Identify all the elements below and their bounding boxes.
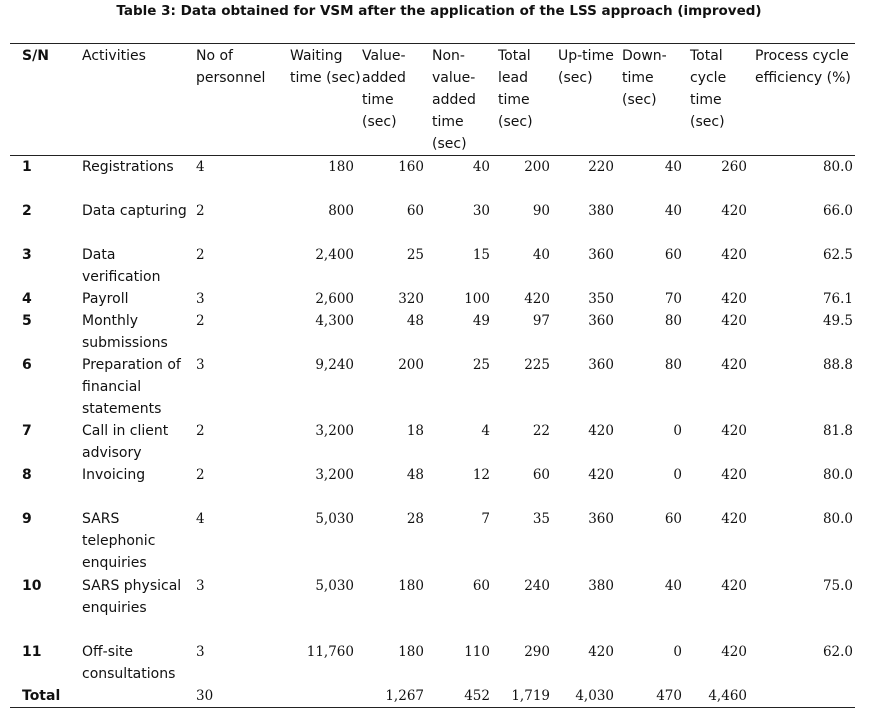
- cell-total-cycle-time: 420: [721, 466, 747, 483]
- table-title: Table 3: Data obtained for VSM after the application of the LSS approach (improved): [116, 3, 762, 19]
- cell-non-value-added-time: 15: [472, 246, 490, 263]
- cell-value-added-time: 48: [406, 312, 424, 329]
- cell-down-time: 40: [664, 159, 682, 175]
- table-row: [10, 200, 855, 244]
- cell-total-lead-time: 240: [524, 577, 550, 594]
- cell-down-time: 0: [673, 643, 682, 660]
- cell-total-lead-time: 35: [532, 510, 550, 527]
- cell-waiting-time: 180: [328, 159, 354, 175]
- cell-activities: Monthly submissions: [82, 312, 168, 351]
- table-row: [10, 244, 855, 288]
- cell-value-added-time: 1,267: [385, 687, 424, 704]
- table-row: [10, 288, 855, 310]
- header-total-cycle-time: Total cycle time (sec): [690, 48, 727, 130]
- cell-total-lead-time: 290: [524, 643, 550, 660]
- cell-sn: 7: [22, 422, 32, 439]
- cell-down-time: 80: [664, 356, 682, 373]
- table-row: [10, 464, 855, 508]
- cell-total-cycle-time: 420: [721, 246, 747, 263]
- header-total-lead-time: Total lead time (sec): [498, 48, 533, 130]
- cell-activities: Call in client advisory: [82, 422, 169, 461]
- cell-process-cycle-efficiency: 62.5: [822, 246, 853, 263]
- cell-personnel: 2: [196, 422, 205, 439]
- cell-waiting-time: 2,600: [315, 290, 354, 307]
- cell-process-cycle-efficiency: 76.1: [822, 290, 853, 307]
- cell-sn: 9: [22, 510, 32, 527]
- cell-down-time: 40: [664, 202, 682, 219]
- cell-total-cycle-time: 420: [721, 577, 747, 594]
- cell-sn: 5: [22, 312, 32, 329]
- cell-personnel: 4: [196, 510, 205, 527]
- table-row: [10, 508, 855, 575]
- cell-waiting-time: 4,300: [315, 312, 354, 329]
- cell-activities: SARS physical enquiries: [82, 577, 182, 616]
- header-value-added-time: Value-added time (sec): [362, 48, 406, 130]
- cell-sn: 10: [22, 577, 42, 594]
- header-down-time: Down-time (sec): [622, 48, 667, 108]
- cell-total-cycle-time: 420: [721, 422, 747, 439]
- header-waiting-time: Waiting time (sec): [290, 48, 361, 86]
- header-sn: S/N: [22, 48, 49, 64]
- cell-non-value-added-time: 4: [481, 422, 490, 439]
- cell-sn: 6: [22, 356, 32, 373]
- cell-waiting-time: 5,030: [315, 510, 354, 527]
- cell-personnel: 2: [196, 202, 205, 219]
- cell-activities: Off-site consultations: [82, 643, 176, 682]
- cell-sn: Total: [22, 687, 61, 704]
- cell-sn: 11: [22, 643, 42, 660]
- cell-up-time: 420: [588, 643, 614, 660]
- cell-personnel: 2: [196, 246, 205, 263]
- table-row: [10, 156, 855, 200]
- table-row: [10, 420, 855, 464]
- cell-process-cycle-efficiency: 75.0: [822, 577, 853, 594]
- header-activities: Activities: [82, 48, 146, 64]
- cell-non-value-added-time: 49: [472, 312, 490, 329]
- cell-sn: 1: [22, 159, 32, 175]
- cell-waiting-time: 5,030: [315, 577, 354, 594]
- cell-total-cycle-time: 420: [721, 510, 747, 527]
- cell-non-value-added-time: 100: [464, 290, 490, 307]
- cell-non-value-added-time: 40: [472, 159, 490, 175]
- cell-personnel: 30: [196, 687, 214, 704]
- cell-non-value-added-time: 452: [464, 687, 490, 704]
- cell-value-added-time: 28: [406, 510, 424, 527]
- table-row: [10, 310, 855, 354]
- header-row: [10, 44, 855, 156]
- cell-total-cycle-time: 420: [721, 312, 747, 329]
- cell-total-cycle-time: 420: [721, 356, 747, 373]
- cell-total-cycle-time: 260: [721, 159, 747, 175]
- cell-waiting-time: 11,760: [306, 643, 354, 660]
- cell-up-time: 4,030: [575, 687, 614, 704]
- cell-total-cycle-time: 420: [721, 290, 747, 307]
- cell-waiting-time: 9,240: [315, 356, 354, 373]
- cell-up-time: 220: [588, 159, 614, 175]
- cell-waiting-time: 3,200: [315, 422, 354, 439]
- cell-activities: [82, 685, 196, 708]
- cell-activities: Payroll: [82, 290, 129, 307]
- cell-down-time: 0: [673, 422, 682, 439]
- header-process-cycle-efficiency: Process cycle efficiency (%): [755, 48, 851, 86]
- cell-up-time: 380: [588, 577, 614, 594]
- cell-total-lead-time: 22: [532, 422, 550, 439]
- total-row: [10, 685, 855, 708]
- cell-total-lead-time: 90: [532, 202, 550, 219]
- cell-up-time: 420: [588, 422, 614, 439]
- table-row: [10, 354, 855, 420]
- cell-total-lead-time: 60: [532, 466, 550, 483]
- header-up-time: Up-time (sec): [558, 48, 614, 86]
- cell-total-lead-time: 97: [532, 312, 550, 329]
- header-personnel: No of personnel: [196, 48, 266, 86]
- cell-non-value-added-time: 30: [472, 202, 490, 219]
- cell-total-cycle-time: 4,460: [708, 687, 747, 704]
- cell-waiting-time: [290, 685, 362, 708]
- cell-total-lead-time: 420: [524, 290, 550, 307]
- cell-down-time: 60: [664, 510, 682, 527]
- cell-value-added-time: 320: [398, 290, 424, 307]
- header-non-value-added-time: Non-value-added time (sec): [432, 48, 476, 152]
- cell-down-time: 80: [664, 312, 682, 329]
- vsm-table: [10, 43, 855, 708]
- cell-non-value-added-time: 12: [472, 466, 490, 483]
- cell-value-added-time: 25: [406, 246, 424, 263]
- cell-down-time: 0: [673, 466, 682, 483]
- cell-process-cycle-efficiency: 81.8: [822, 422, 853, 439]
- table-row: [10, 575, 855, 641]
- cell-total-lead-time: 200: [524, 159, 550, 175]
- cell-non-value-added-time: 25: [472, 356, 490, 373]
- cell-process-cycle-efficiency: 80.0: [822, 466, 853, 483]
- cell-up-time: 360: [588, 356, 614, 373]
- cell-value-added-time: 48: [406, 466, 424, 483]
- cell-activities: Preparation of financial statements: [82, 356, 181, 417]
- cell-value-added-time: 200: [398, 356, 424, 373]
- cell-activities: Invoicing: [82, 466, 146, 483]
- cell-total-lead-time: 1,719: [511, 687, 550, 704]
- cell-personnel: 3: [196, 290, 205, 307]
- table-row: [10, 641, 855, 685]
- cell-personnel: 2: [196, 312, 205, 329]
- cell-non-value-added-time: 7: [481, 510, 490, 527]
- cell-sn: 2: [22, 202, 32, 219]
- cell-sn: 4: [22, 290, 32, 307]
- cell-personnel: 3: [196, 577, 205, 594]
- cell-up-time: 360: [588, 246, 614, 263]
- cell-value-added-time: 18: [406, 422, 424, 439]
- cell-process-cycle-efficiency: 62.0: [822, 643, 853, 660]
- cell-process-cycle-efficiency: 49.5: [822, 312, 853, 329]
- cell-value-added-time: 160: [398, 159, 424, 175]
- cell-activities: SARS telephonic enquiries: [82, 510, 156, 571]
- cell-personnel: 3: [196, 643, 205, 660]
- cell-non-value-added-time: 60: [472, 577, 490, 594]
- cell-non-value-added-time: 110: [464, 643, 490, 660]
- cell-down-time: 70: [664, 290, 682, 307]
- cell-waiting-time: 3,200: [315, 466, 354, 483]
- cell-personnel: 4: [196, 159, 205, 175]
- cell-value-added-time: 60: [406, 202, 424, 219]
- cell-personnel: 3: [196, 356, 205, 373]
- cell-process-cycle-efficiency: 66.0: [822, 202, 853, 219]
- cell-activities: Data verification: [82, 246, 161, 285]
- cell-total-cycle-time: 420: [721, 643, 747, 660]
- cell-activities: Data capturing: [82, 202, 187, 219]
- cell-value-added-time: 180: [398, 577, 424, 594]
- cell-personnel: 2: [196, 466, 205, 483]
- cell-sn: 3: [22, 246, 32, 263]
- cell-up-time: 380: [588, 202, 614, 219]
- cell-down-time: 40: [664, 577, 682, 594]
- cell-up-time: 350: [588, 290, 614, 307]
- cell-total-lead-time: 225: [524, 356, 550, 373]
- cell-up-time: 360: [588, 510, 614, 527]
- cell-process-cycle-efficiency: 80.0: [822, 159, 853, 175]
- cell-value-added-time: 180: [398, 643, 424, 660]
- cell-process-cycle-efficiency: 80.0: [822, 510, 853, 527]
- cell-down-time: 60: [664, 246, 682, 263]
- cell-sn: 8: [22, 466, 32, 483]
- cell-waiting-time: 800: [328, 202, 354, 219]
- cell-process-cycle-efficiency: 88.8: [822, 356, 853, 373]
- cell-total-cycle-time: 420: [721, 202, 747, 219]
- cell-up-time: 360: [588, 312, 614, 329]
- cell-process-cycle-efficiency: [755, 685, 855, 708]
- cell-up-time: 420: [588, 466, 614, 483]
- cell-total-lead-time: 40: [532, 246, 550, 263]
- cell-down-time: 470: [656, 687, 682, 704]
- cell-activities: Registrations: [82, 159, 174, 175]
- cell-waiting-time: 2,400: [315, 246, 354, 263]
